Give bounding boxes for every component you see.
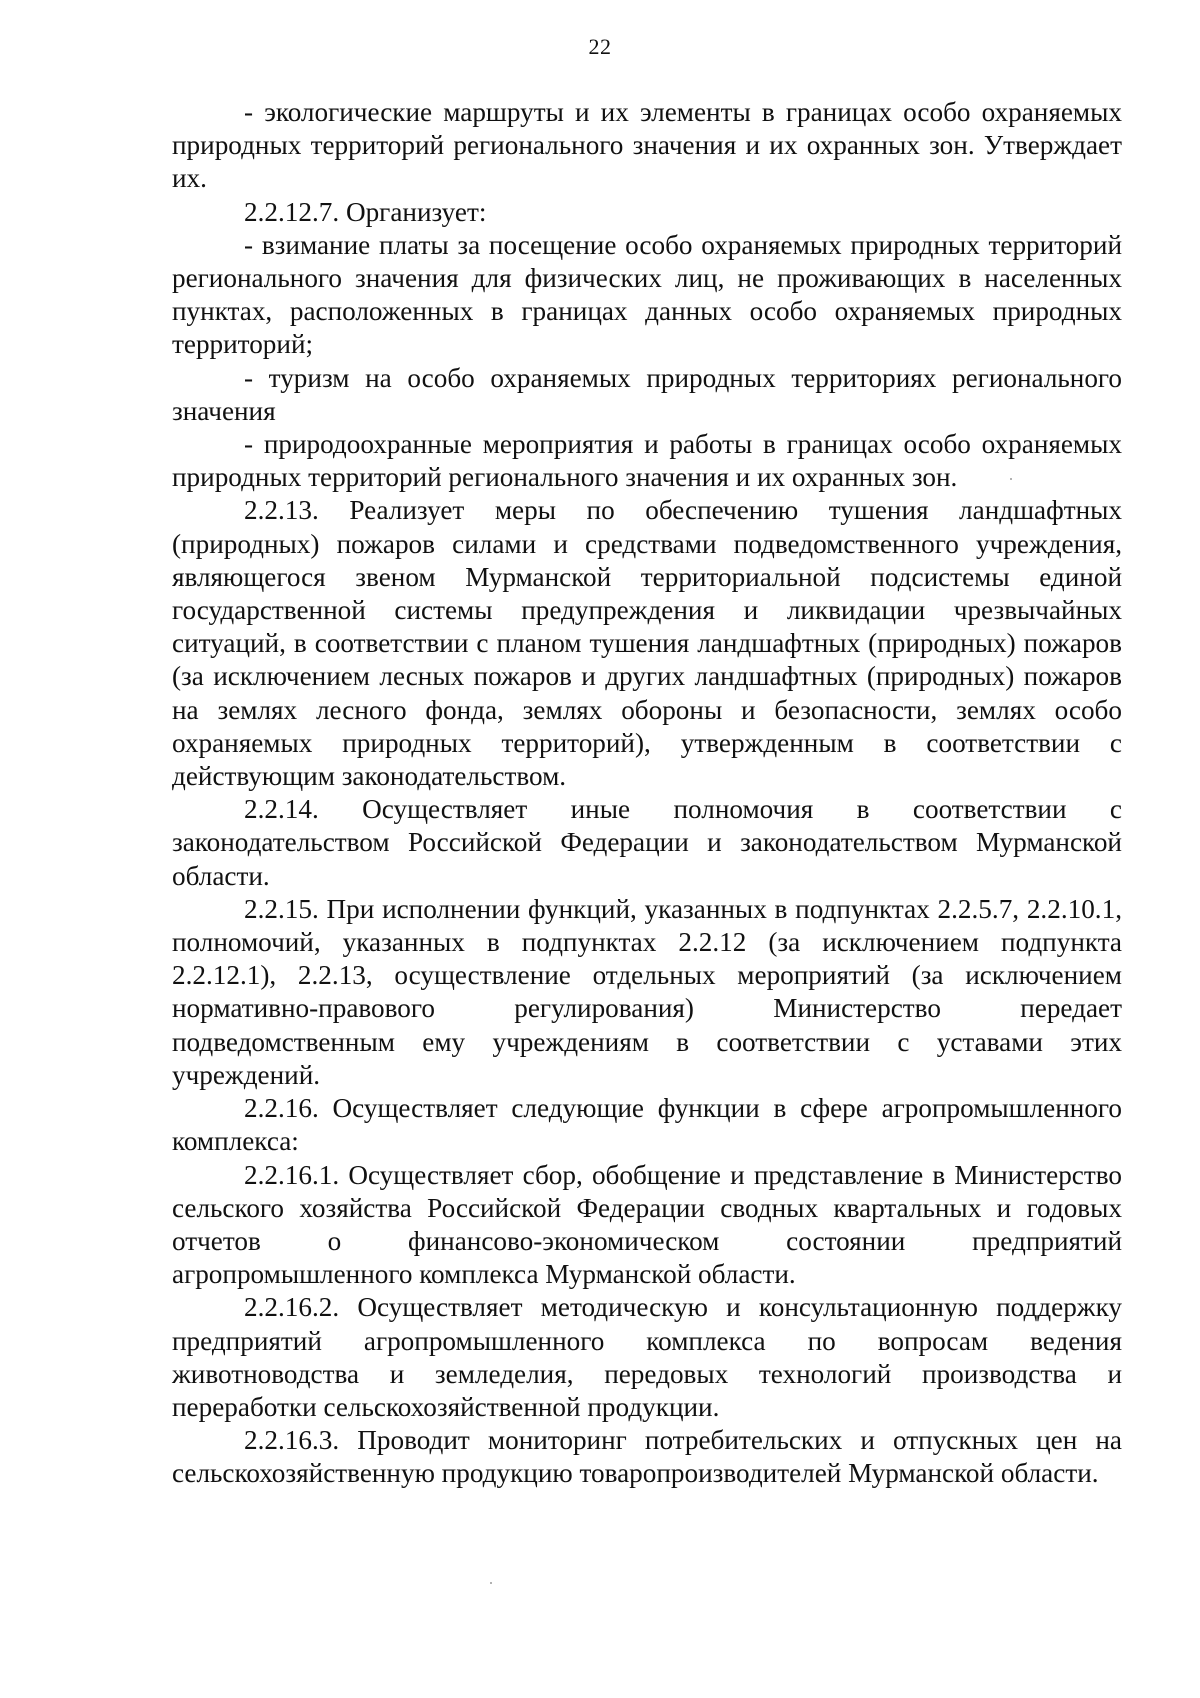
scan-speck [490,1582,492,1584]
paragraph-ecological-routes: - экологические маршруты и их элементы в границах особо охраняемых природных территорий регионального значения и их охранных зон. Утверждает их. [172,97,1122,194]
paragraph-2-2-14: 2.2.14. Осуществляет иные полномочия в соответствии с законодательством Российской Федерации и законодательством Мурманской области. [172,794,1122,891]
scan-speck [1010,478,1012,480]
document-body [172,96,1122,1491]
paragraph-2-2-16: 2.2.16. Осуществляет следующие функции в сфере агропромышленного комплекса: [172,1093,1122,1157]
paragraph-2-2-12-7: 2.2.12.7. Организует: [244,196,487,227]
paragraph-fee-collection: - взимание платы за посещение особо охраняемых природных территорий регионального значения для физических лиц, не проживающих в населенных пунктах, расположенных в границах данных особо охраняемых природных территорий; [172,229,1122,360]
paragraph-nature-protection: - природоохранные мероприятия и работы в границах особо охраняемых природных территорий регионального значения и их охранных зон. [172,429,1122,493]
paragraph-2-2-16-3: 2.2.16.3. Проводит мониторинг потребительских и отпускных цен на сельскохозяйственную продукцию товаропроизводителей Мурманской области. [172,1425,1122,1489]
paragraph-tourism: - туризм на особо охраняемых природных территориях регионального значения [172,362,1122,426]
paragraph-2-2-16-1: 2.2.16.1. Осуществляет сбор, обобщение и представление в Министерство сельского хозяйства Российской Федерации сводных квартальных и годовых отчетов о финансово-экономическом состоянии предприятий агропромышленного комплекса Мурманской области. [172,1159,1122,1290]
page-number: 22 [588,34,612,59]
paragraph-2-2-13: 2.2.13. Реализует меры по обеспечению тушения ландшафтных (природных) пожаров силами и средствами подведомственного учреждения, являющегося звеном Мурманской территориальной подсистемы единой государственной системы предупреждения и ликвидации чрезвычайных ситуаций, в соответствии с планом тушения ландшафтных (природных) пожаров (за исключением лесных пожаров и других ландшафтных (природных) пожаров на землях лесного фонда, землях обороны и безопасности, землях особо охраняемых природных территорий), утвержденным в соответствии с действующим законодательством. [172,495,1122,792]
paragraph-2-2-15: 2.2.15. При исполнении функций, указанных в подпунктах 2.2.5.7, 2.2.10.1, полномочий, указанных в подпунктах 2.2.12 (за исключением подпункта 2.2.12.1), 2.2.13, осуществление отдельных мероприятий (за исключением нормативно-правового регулирования) Министерство передает подведомственным ему учреждениям в соответствии с уставами этих учреждений. [172,893,1122,1090]
paragraph-2-2-16-2: 2.2.16.2. Осуществляет методическую и консультационную поддержку предприятий агропромышленного комплекса по вопросам ведения животноводства и земледелия, передовых технологий производства и переработки сельскохозяйственной продукции. [172,1292,1122,1422]
